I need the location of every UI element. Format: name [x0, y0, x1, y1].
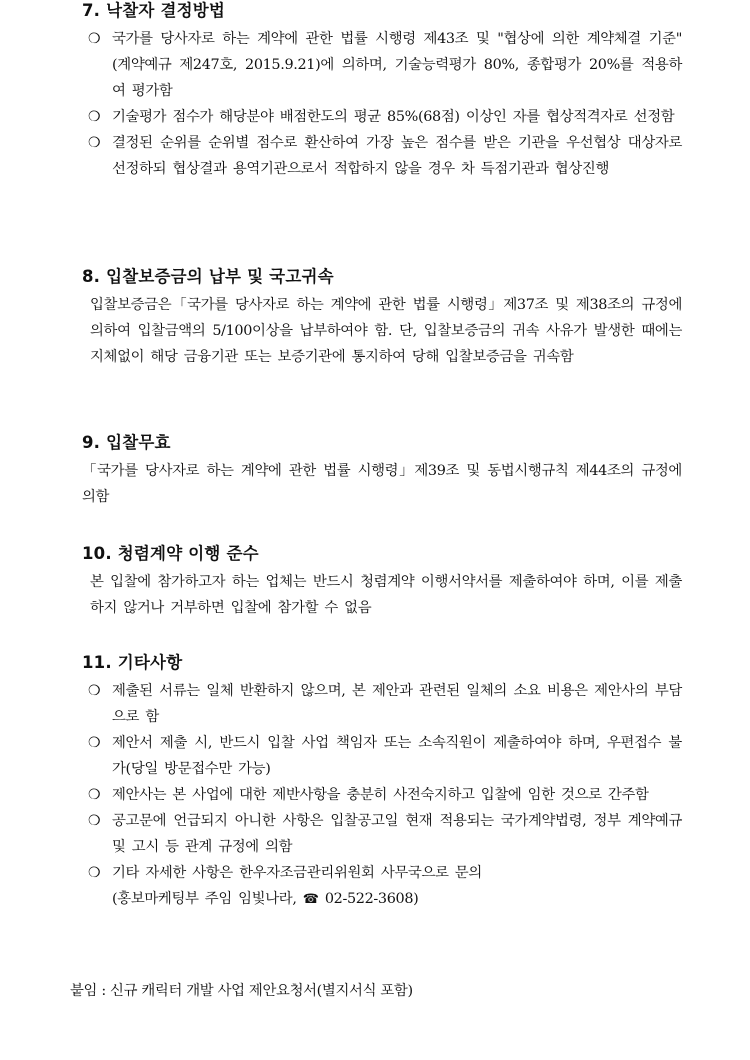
list-item-text: 공고문에 언급되지 아니한 사항은 입찰공고일 현재 적용되는 국가계약법령, 정부 계약예규 및 고시 등 관계 규정에 의함 [112, 813, 682, 855]
list-item [82, 860, 682, 913]
list-item [82, 130, 682, 182]
section-8 [82, 266, 682, 370]
list-item-text: 기술평가 점수가 해당분야 배점한도의 평균 85%(68점) 이상인 자를 협상적격자로 선정함 [112, 109, 675, 125]
bullet-mark-icon: ❍ [88, 813, 101, 829]
section-11 [82, 652, 682, 913]
section-10 [82, 543, 682, 621]
section-heading: 7. 낙찰자 결정방법 [82, 1, 226, 20]
section-7 [82, 0, 682, 182]
list-item-text: 국가를 당사자로 하는 계약에 관한 법률 시행령 제43조 및 "협상에 의한 계약체결 기준"(계약예규 제247호, 2015.9.21)에 의하며, 기술능력평가 80%, 종합평가 20%를 적용하여 평가함 [112, 31, 682, 99]
bullet-mark-icon: ❍ [88, 135, 101, 151]
contact-prefix: (홍보마케팅부 주임 임빛나라, [112, 891, 297, 907]
list-item [82, 678, 682, 730]
section-heading: 11. 기타사항 [82, 653, 183, 672]
list-item [82, 782, 682, 808]
section-paragraph: 본 입찰에 참가하고자 하는 업체는 반드시 청렴계약 이행서약서를 제출하여야 하며, 이를 제출하지 않거나 거부하면 입찰에 참가할 수 없음 [90, 574, 682, 616]
section-heading: 9. 입찰무효 [82, 433, 171, 452]
list-item [82, 104, 682, 130]
section-heading: 8. 입찰보증금의 납부 및 국고귀속 [82, 267, 334, 286]
bullet-mark-icon: ❍ [88, 787, 101, 803]
telephone-icon: ☎ [302, 892, 319, 907]
list-item [82, 26, 682, 104]
bullet-mark-icon: ❍ [88, 865, 101, 881]
bullet-mark-icon: ❍ [88, 735, 101, 751]
bullet-mark-icon: ❍ [88, 109, 101, 125]
list-item-text: 제안사는 본 사업에 대한 제반사항을 충분히 사전숙지하고 입찰에 임한 것으로 간주함 [112, 787, 649, 803]
list-item-text: 결정된 순위를 순위별 점수로 환산하여 가장 높은 점수를 받은 기관을 우선협상 대상자로 선정하되 협상결과 용역기관으로서 적합하지 않을 경우 차 득점기관과 협상진행 [112, 135, 682, 177]
list-item [82, 730, 682, 782]
bullet-mark-icon: ❍ [88, 31, 101, 47]
section-9 [82, 432, 682, 510]
attachment-note: 붙임 : 신규 캐릭터 개발 사업 제안요청서(별지서식 포함) [70, 983, 413, 999]
list-item-text: 제출된 서류는 일체 반환하지 않으며, 본 제안과 관련된 일체의 소요 비용은 제안사의 부담으로 함 [112, 683, 682, 725]
contact-phone: 02-522-3608) [324, 891, 419, 907]
list-item [82, 808, 682, 860]
section-paragraph: 입찰보증금은「국가를 당사자로 하는 계약에 관한 법률 시행령」제37조 및 제38조의 규정에 의하여 입찰금액의 5/100이상을 납부하여야 함. 단, 입찰보증금의 귀속 사유가 발생한 때에는 지체없이 해당 금융기관 또는 보증기관에 통지하여 당해 입찰보증금을 귀속함 [90, 297, 682, 365]
bullet-mark-icon: ❍ [88, 683, 101, 699]
list-item-text: 제안서 제출 시, 반드시 입찰 사업 책임자 또는 소속직원이 제출하여야 하며, 우편접수 불가(당일 방문접수만 가능) [112, 735, 682, 777]
list-item-text: 기타 자세한 사항은 한우자조금관리위원회 사무국으로 문의 [112, 865, 482, 881]
section-paragraph: 「국가를 당사자로 하는 계약에 관한 법률 시행령」제39조 및 동법시행규칙 제44조의 규정에 의함 [82, 463, 682, 505]
section-heading: 10. 청렴계약 이행 준수 [82, 544, 259, 563]
